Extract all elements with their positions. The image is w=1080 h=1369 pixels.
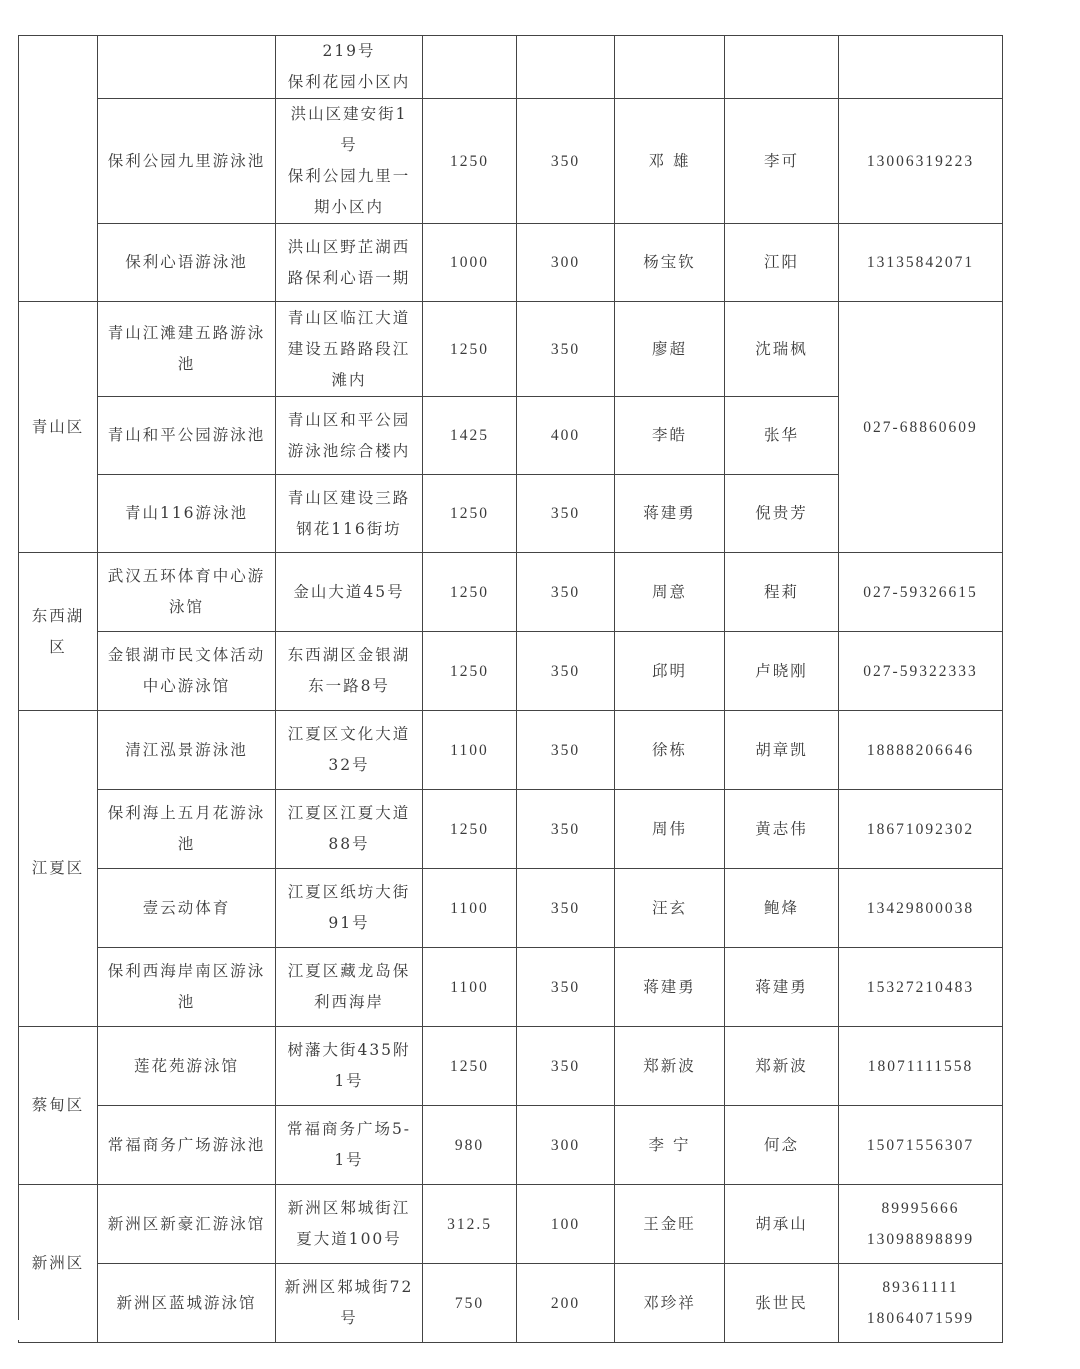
contact-cell: 张世民 bbox=[725, 1264, 839, 1343]
price-cell: 350 bbox=[517, 948, 615, 1027]
price-cell: 350 bbox=[517, 553, 615, 632]
address-cell: 青山区临江大道建设五路路段江滩内 bbox=[276, 302, 423, 397]
phone-cell: 027-68860609 bbox=[839, 302, 1003, 553]
contact-cell: 李可 bbox=[725, 99, 839, 224]
table-row bbox=[19, 553, 1003, 632]
manager-cell: 周意 bbox=[615, 553, 725, 632]
price-cell: 300 bbox=[517, 224, 615, 302]
table-row bbox=[19, 99, 1003, 224]
address-cell: 东西湖区金银湖东一路8号 bbox=[276, 632, 423, 711]
pool-name-cell bbox=[98, 36, 276, 99]
phone-cell: 18671092302 bbox=[839, 790, 1003, 869]
district-cell: 东西湖区 bbox=[19, 553, 98, 711]
area-cell: 1250 bbox=[423, 553, 517, 632]
address-cell: 洪山区野芷湖西路保利心语一期 bbox=[276, 224, 423, 302]
document-page bbox=[18, 35, 1003, 1343]
district-cell: 江夏区 bbox=[19, 711, 98, 1027]
manager-cell: 邓珍祥 bbox=[615, 1264, 725, 1343]
contact-cell: 胡章凯 bbox=[725, 711, 839, 790]
pool-name-cell: 保利西海岸南区游泳池 bbox=[98, 948, 276, 1027]
phone-cell: 15327210483 bbox=[839, 948, 1003, 1027]
manager-cell: 李皓 bbox=[615, 397, 725, 475]
contact-cell: 何念 bbox=[725, 1106, 839, 1185]
phone-cell bbox=[839, 36, 1003, 99]
contact-cell: 鲍烽 bbox=[725, 869, 839, 948]
price-cell: 350 bbox=[517, 790, 615, 869]
pool-name-cell: 清江泓景游泳池 bbox=[98, 711, 276, 790]
area-cell: 1250 bbox=[423, 99, 517, 224]
address-cell: 树藩大街435附1号 bbox=[276, 1027, 423, 1106]
border-gap bbox=[18, 1320, 22, 1340]
manager-cell: 廖超 bbox=[615, 302, 725, 397]
address-cell: 江夏区文化大道32号 bbox=[276, 711, 423, 790]
price-cell: 100 bbox=[517, 1185, 615, 1264]
price-cell: 350 bbox=[517, 475, 615, 553]
manager-cell: 郑新波 bbox=[615, 1027, 725, 1106]
phone-cell: 89995666 13098898899 bbox=[839, 1185, 1003, 1264]
table-row bbox=[19, 36, 1003, 99]
table-row bbox=[19, 790, 1003, 869]
price-cell: 350 bbox=[517, 99, 615, 224]
table-row bbox=[19, 1027, 1003, 1106]
price-cell: 350 bbox=[517, 1027, 615, 1106]
manager-cell: 邱明 bbox=[615, 632, 725, 711]
contact-cell: 倪贵芳 bbox=[725, 475, 839, 553]
manager-cell: 周伟 bbox=[615, 790, 725, 869]
area-cell: 980 bbox=[423, 1106, 517, 1185]
pool-name-cell: 青山和平公园游泳池 bbox=[98, 397, 276, 475]
contact-cell: 卢晓刚 bbox=[725, 632, 839, 711]
manager-cell bbox=[615, 36, 725, 99]
address-cell: 江夏区江夏大道88号 bbox=[276, 790, 423, 869]
price-cell: 400 bbox=[517, 397, 615, 475]
district-cell: 蔡甸区 bbox=[19, 1027, 98, 1185]
phone-cell: 15071556307 bbox=[839, 1106, 1003, 1185]
district-cell bbox=[19, 36, 98, 302]
address-cell: 新洲区邾城街72号 bbox=[276, 1264, 423, 1343]
phone-cell: 13135842071 bbox=[839, 224, 1003, 302]
price-cell bbox=[517, 36, 615, 99]
pool-name-cell: 保利心语游泳池 bbox=[98, 224, 276, 302]
price-cell: 350 bbox=[517, 711, 615, 790]
area-cell: 312.5 bbox=[423, 1185, 517, 1264]
district-cell: 青山区 bbox=[19, 302, 98, 553]
address-cell: 金山大道45号 bbox=[276, 553, 423, 632]
table-row bbox=[19, 869, 1003, 948]
table-row bbox=[19, 948, 1003, 1027]
manager-cell: 李 宁 bbox=[615, 1106, 725, 1185]
contact-cell: 沈瑞枫 bbox=[725, 302, 839, 397]
table-row bbox=[19, 302, 1003, 397]
manager-cell: 汪玄 bbox=[615, 869, 725, 948]
phone-cell: 13006319223 bbox=[839, 99, 1003, 224]
contact-cell: 蒋建勇 bbox=[725, 948, 839, 1027]
area-cell: 750 bbox=[423, 1264, 517, 1343]
pool-name-cell: 金银湖市民文体活动中心游泳馆 bbox=[98, 632, 276, 711]
pool-name-cell: 青山江滩建五路游泳池 bbox=[98, 302, 276, 397]
pool-name-cell: 新洲区蓝城游泳馆 bbox=[98, 1264, 276, 1343]
district-cell: 新洲区 bbox=[19, 1185, 98, 1343]
pool-name-cell: 保利海上五月花游泳池 bbox=[98, 790, 276, 869]
pool-name-cell: 武汉五环体育中心游泳馆 bbox=[98, 553, 276, 632]
area-cell: 1250 bbox=[423, 475, 517, 553]
address-cell: 江夏区藏龙岛保利西海岸 bbox=[276, 948, 423, 1027]
contact-cell: 郑新波 bbox=[725, 1027, 839, 1106]
phone-cell: 18888206646 bbox=[839, 711, 1003, 790]
contact-cell: 张华 bbox=[725, 397, 839, 475]
manager-cell: 杨宝钦 bbox=[615, 224, 725, 302]
contact-cell: 黄志伟 bbox=[725, 790, 839, 869]
table-row bbox=[19, 1185, 1003, 1264]
price-cell: 350 bbox=[517, 869, 615, 948]
swimming-pool-table bbox=[18, 35, 1003, 1343]
price-cell: 200 bbox=[517, 1264, 615, 1343]
address-cell: 常福商务广场5-1号 bbox=[276, 1106, 423, 1185]
phone-cell: 027-59326615 bbox=[839, 553, 1003, 632]
contact-cell: 胡承山 bbox=[725, 1185, 839, 1264]
area-cell: 1250 bbox=[423, 1027, 517, 1106]
pool-name-cell: 保利公园九里游泳池 bbox=[98, 99, 276, 224]
phone-cell: 89361111 18064071599 bbox=[839, 1264, 1003, 1343]
address-cell: 219号 保利花园小区内 bbox=[276, 36, 423, 99]
table-row bbox=[19, 224, 1003, 302]
phone-cell: 18071111558 bbox=[839, 1027, 1003, 1106]
area-cell: 1000 bbox=[423, 224, 517, 302]
manager-cell: 王金旺 bbox=[615, 1185, 725, 1264]
table-row bbox=[19, 632, 1003, 711]
area-cell: 1250 bbox=[423, 632, 517, 711]
address-cell: 新洲区邾城街江夏大道100号 bbox=[276, 1185, 423, 1264]
area-cell: 1425 bbox=[423, 397, 517, 475]
pool-name-cell: 莲花苑游泳馆 bbox=[98, 1027, 276, 1106]
phone-cell: 027-59322333 bbox=[839, 632, 1003, 711]
address-cell: 青山区建设三路钢花116街坊 bbox=[276, 475, 423, 553]
table-row bbox=[19, 711, 1003, 790]
address-cell: 青山区和平公园游泳池综合楼内 bbox=[276, 397, 423, 475]
pool-name-cell: 壹云动体育 bbox=[98, 869, 276, 948]
table-row bbox=[19, 1106, 1003, 1185]
area-cell: 1100 bbox=[423, 711, 517, 790]
contact-cell: 江阳 bbox=[725, 224, 839, 302]
address-cell: 江夏区纸坊大街91号 bbox=[276, 869, 423, 948]
contact-cell: 程莉 bbox=[725, 553, 839, 632]
contact-cell bbox=[725, 36, 839, 99]
manager-cell: 邓 雄 bbox=[615, 99, 725, 224]
area-cell: 1250 bbox=[423, 302, 517, 397]
manager-cell: 蒋建勇 bbox=[615, 948, 725, 1027]
address-cell: 洪山区建安街1号 保利公园九里一期小区内 bbox=[276, 99, 423, 224]
pool-name-cell: 青山116游泳池 bbox=[98, 475, 276, 553]
pool-name-cell: 新洲区新豪汇游泳馆 bbox=[98, 1185, 276, 1264]
manager-cell: 蒋建勇 bbox=[615, 475, 725, 553]
table-row bbox=[19, 1264, 1003, 1343]
price-cell: 300 bbox=[517, 1106, 615, 1185]
manager-cell: 徐栋 bbox=[615, 711, 725, 790]
area-cell bbox=[423, 36, 517, 99]
area-cell: 1100 bbox=[423, 948, 517, 1027]
price-cell: 350 bbox=[517, 632, 615, 711]
price-cell: 350 bbox=[517, 302, 615, 397]
area-cell: 1100 bbox=[423, 869, 517, 948]
pool-name-cell: 常福商务广场游泳池 bbox=[98, 1106, 276, 1185]
area-cell: 1250 bbox=[423, 790, 517, 869]
phone-cell: 13429800038 bbox=[839, 869, 1003, 948]
